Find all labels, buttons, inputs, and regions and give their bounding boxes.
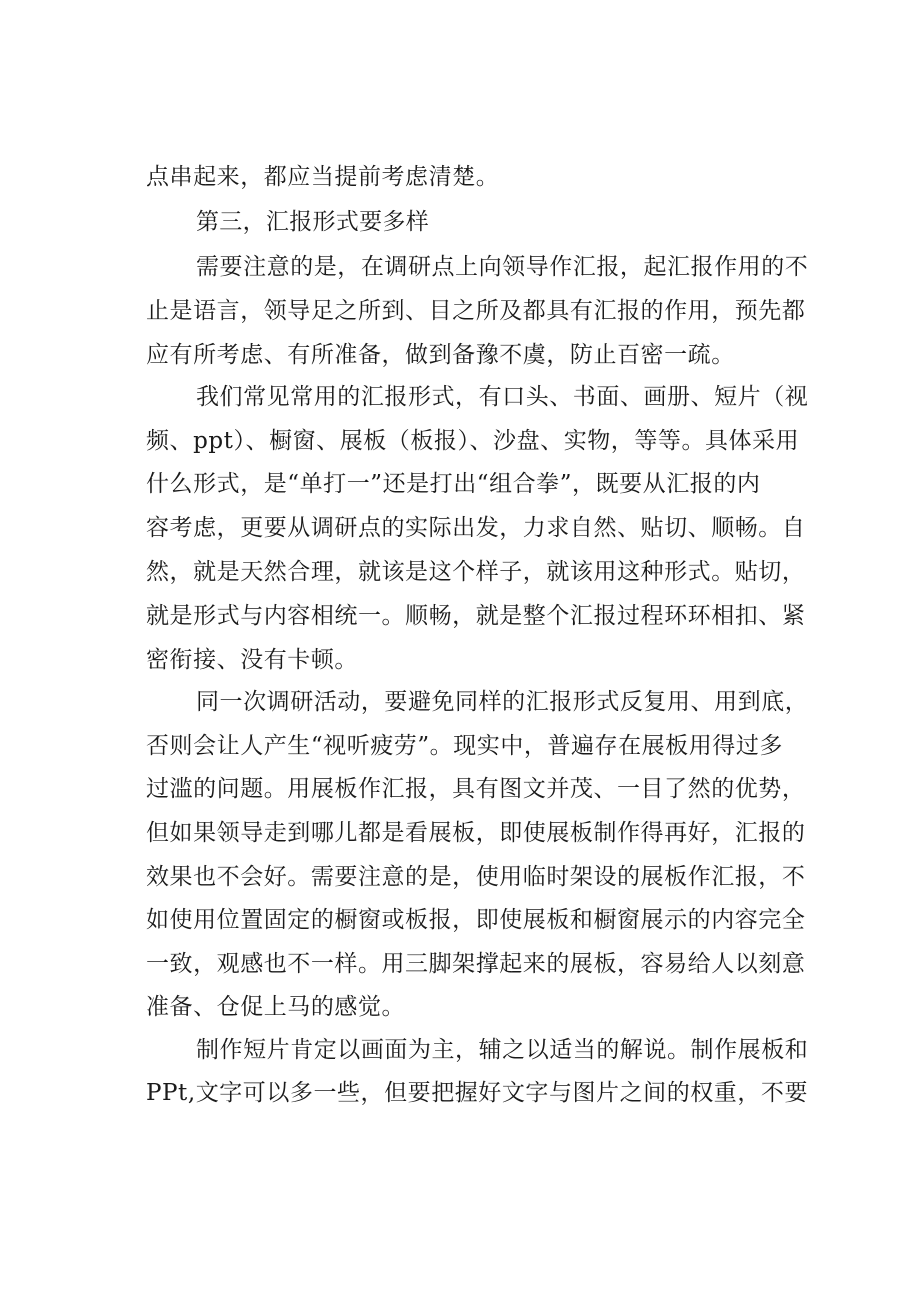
text-line: 过滥的问题。用展板作汇报，具有图文并茂、一目了然的优势，	[146, 776, 806, 802]
text-line: 一致，观感也不一样。用三脚架撑起来的展板，容易给人以刻意	[146, 951, 806, 977]
text-line: 应有所考虑、有所准备，做到备豫不虞，防止百密一疏。	[146, 342, 735, 368]
text-line: 频、ppt）、橱窗、展板（板报）、沙盘、实物，等等。具体采用	[146, 428, 800, 454]
text-line: PPt,文字可以多一些，但要把握好文字与图片之间的权重，不要	[146, 1080, 809, 1106]
text-line: 什么形式，是“单打一”还是打出“组合拳”，既要从汇报的内	[146, 471, 761, 497]
text-line: 如使用位置固定的橱窗或板报，即使展板和橱窗展示的内容完全	[146, 907, 806, 933]
text-line: 然，就是天然合理，就该是这个样子，就该用这种形式。贴切，	[146, 559, 806, 585]
text-line: 效果也不会好。需要注意的是，使用临时架设的展板作汇报，不	[146, 864, 806, 890]
text-line: 制作短片肯定以画面为主，辅之以适当的解说。制作展板和	[196, 1037, 809, 1063]
text-line: 点串起来，都应当提前考虑清楚。	[146, 164, 500, 190]
text-line: 密衔接、没有卡顿。	[146, 647, 358, 673]
text-line: 容考虑，更要从调研点的实际出发，力求自然、贴切、顺畅。自	[146, 515, 806, 541]
text-line: 就是形式与内容相统一。顺畅，就是整个汇报过程环环相扣、紧	[146, 603, 806, 629]
text-line: 同一次调研活动，要避免同样的汇报形式反复用、用到底，	[196, 689, 809, 715]
text-line: 止是语言，领导足之所到、目之所及都具有汇报的作用，预先都	[146, 298, 806, 324]
text-line: 准备、仓促上马的感觉。	[146, 994, 406, 1020]
text-line: 我们常见常用的汇报形式，有口头、书面、画册、短片（视	[196, 384, 809, 410]
section-heading: 第三，汇报形式要多样	[196, 209, 429, 235]
text-line: 否则会让人产生“视听疲劳”。现实中，普遍存在展板用得过多	[146, 733, 783, 759]
text-line: 但如果领导走到哪儿都是看展板，即使展板制作得再好，汇报的	[146, 820, 806, 846]
text-line: 需要注意的是，在调研点上向领导作汇报，起汇报作用的不	[196, 254, 809, 280]
